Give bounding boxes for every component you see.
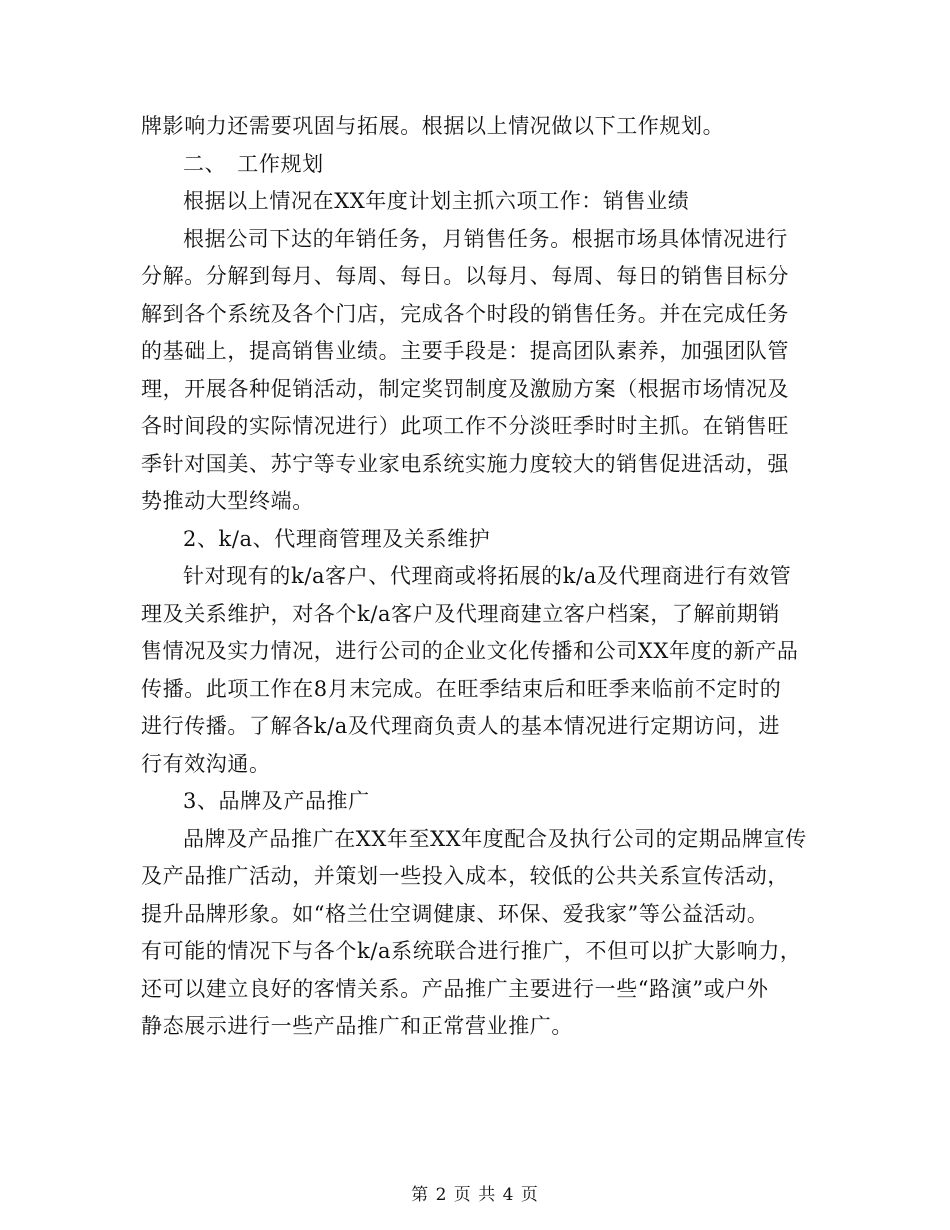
text-line: 分解。分解到每月、每周、每日。以每月、每周、每日的销售目标分 bbox=[141, 264, 789, 288]
text-line: 各时间段的实际情况进行）此项工作不分淡旺季时时主抓。在销售旺 bbox=[141, 414, 789, 438]
text-line: 售情况及实力情况，进行公司的企业文化传播和公司XX年度的新产品 bbox=[141, 639, 799, 663]
text-line: 的基础上，提高销售业绩。主要手段是：提高团队素养，加强团队管 bbox=[141, 339, 789, 363]
text-line: 及产品推广活动，并策划一些投入成本，较低的公共关系宣传活动， bbox=[141, 864, 789, 888]
text-line: 针对现有的k/a客户、代理商或将拓展的k/a及代理商进行有效管 bbox=[183, 564, 792, 588]
text-line: 理及关系维护，对各个k/a客户及代理商建立客户档案，了解前期销 bbox=[141, 601, 780, 626]
text-line: 2、k/a、代理商管理及关系维护 bbox=[183, 526, 491, 551]
text-line: 传播。此项工作在8月末完成。在旺季结束后和旺季来临前不定时的 bbox=[141, 676, 782, 701]
text-line: 二、 工作规划 bbox=[183, 151, 324, 176]
text-line: 3、品牌及产品推广 bbox=[183, 789, 370, 813]
text-line: 静态展示进行一些产品推广和正常营业推广。 bbox=[141, 1014, 573, 1038]
text-line: 季针对国美、苏宁等专业家电系统实施力度较大的销售促进活动，强 bbox=[141, 451, 789, 476]
text-line: 根据公司下达的年销任务，月销售任务。根据市场具体情况进行 bbox=[183, 226, 788, 251]
text-line: 还可以建立良好的客情关系。产品推广主要进行一些“路演”或户外 bbox=[141, 976, 769, 1001]
text-line: 提升品牌形象。如“格兰仕空调健康、环保、爱我家”等公益活动。 bbox=[141, 901, 769, 926]
text-line: 有可能的情况下与各个k/a系统联合进行推广，不但可以扩大影响力， bbox=[141, 939, 802, 963]
text-line: 品牌及产品推广在XX年至XX年度配合及执行公司的定期品牌宣传 bbox=[183, 826, 807, 851]
text-line: 解到各个系统及各个门店，完成各个时段的销售任务。并在完成任务 bbox=[141, 301, 789, 326]
text-line: 牌影响力还需要巩固与拓展。根据以上情况做以下工作规划。 bbox=[141, 114, 725, 138]
text-line: 进行传播。了解各k/a及代理商负责人的基本情况进行定期访问，进 bbox=[141, 714, 780, 738]
text-line: 根据以上情况在XX年度计划主抓六项工作：销售业绩 bbox=[183, 189, 690, 213]
page-footer: 第 2 页 共 4 页 bbox=[411, 1185, 539, 1205]
document-body bbox=[141, 108, 809, 1046]
text-line: 理，开展各种促销活动，制定奖罚制度及激励方案（根据市场情况及 bbox=[141, 376, 789, 401]
text-line: 势推动大型终端。 bbox=[141, 489, 314, 513]
text-line: 行有效沟通。 bbox=[141, 751, 271, 776]
